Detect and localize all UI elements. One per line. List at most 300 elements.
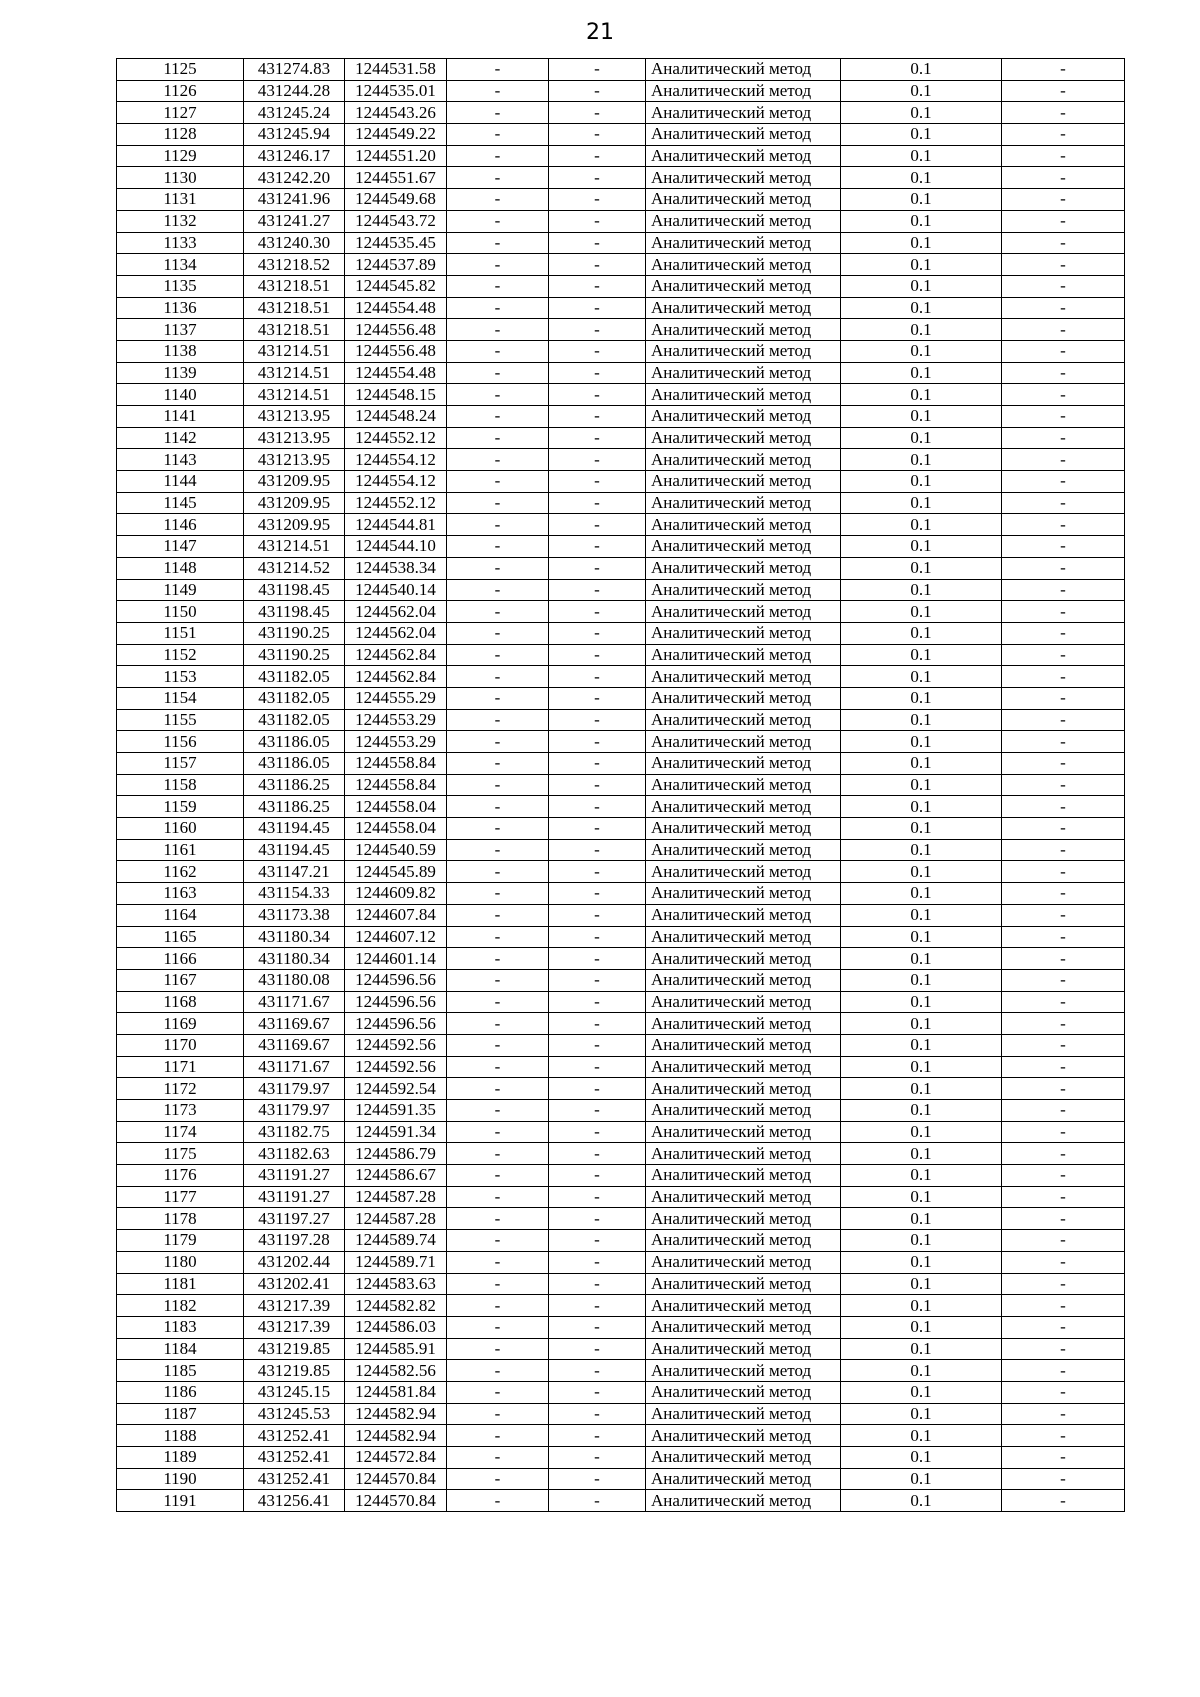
dash-cell: - <box>1002 362 1125 384</box>
dash-cell: - <box>1002 1251 1125 1273</box>
point-number-cell: 1129 <box>117 145 244 167</box>
point-number-cell: 1148 <box>117 557 244 579</box>
dash-cell: - <box>447 1338 549 1360</box>
x-coordinate-cell: 431194.45 <box>244 839 345 861</box>
table-row <box>117 1143 1125 1165</box>
point-number-cell: 1159 <box>117 796 244 818</box>
dash-cell: - <box>1002 709 1125 731</box>
x-coordinate-cell: 431256.41 <box>244 1490 345 1512</box>
point-number-cell: 1164 <box>117 904 244 926</box>
dash-cell: - <box>1002 601 1125 623</box>
point-number-cell: 1125 <box>117 59 244 81</box>
table-row <box>117 1230 1125 1252</box>
dash-cell: - <box>447 1295 549 1317</box>
point-number-cell: 1179 <box>117 1230 244 1252</box>
dash-cell: - <box>1002 1165 1125 1187</box>
accuracy-cell: 0.1 <box>841 1338 1002 1360</box>
dash-cell: - <box>447 427 549 449</box>
method-cell: Аналитический метод <box>646 492 841 514</box>
accuracy-cell: 0.1 <box>841 297 1002 319</box>
dash-cell: - <box>549 753 646 775</box>
x-coordinate-cell: 431180.08 <box>244 969 345 991</box>
dash-cell: - <box>549 1186 646 1208</box>
method-cell: Аналитический метод <box>646 948 841 970</box>
accuracy-cell: 0.1 <box>841 1121 1002 1143</box>
dash-cell: - <box>447 189 549 211</box>
dash-cell: - <box>447 384 549 406</box>
method-cell: Аналитический метод <box>646 1468 841 1490</box>
point-number-cell: 1188 <box>117 1425 244 1447</box>
method-cell: Аналитический метод <box>646 275 841 297</box>
accuracy-cell: 0.1 <box>841 1490 1002 1512</box>
dash-cell: - <box>1002 926 1125 948</box>
point-number-cell: 1126 <box>117 80 244 102</box>
y-coordinate-cell: 1244581.84 <box>345 1381 447 1403</box>
dash-cell: - <box>549 1273 646 1295</box>
x-coordinate-cell: 431197.28 <box>244 1230 345 1252</box>
table-row <box>117 1447 1125 1469</box>
y-coordinate-cell: 1244551.67 <box>345 167 447 189</box>
dash-cell: - <box>549 384 646 406</box>
method-cell: Аналитический метод <box>646 124 841 146</box>
accuracy-cell: 0.1 <box>841 319 1002 341</box>
method-cell: Аналитический метод <box>646 189 841 211</box>
accuracy-cell: 0.1 <box>841 471 1002 493</box>
accuracy-cell: 0.1 <box>841 1230 1002 1252</box>
point-number-cell: 1149 <box>117 579 244 601</box>
y-coordinate-cell: 1244558.84 <box>345 774 447 796</box>
y-coordinate-cell: 1244551.20 <box>345 145 447 167</box>
dash-cell: - <box>447 145 549 167</box>
dash-cell: - <box>1002 492 1125 514</box>
x-coordinate-cell: 431171.67 <box>244 991 345 1013</box>
dash-cell: - <box>447 1490 549 1512</box>
dash-cell: - <box>549 145 646 167</box>
dash-cell: - <box>1002 904 1125 926</box>
table-row <box>117 1013 1125 1035</box>
x-coordinate-cell: 431252.41 <box>244 1425 345 1447</box>
dash-cell: - <box>549 644 646 666</box>
dash-cell: - <box>549 362 646 384</box>
accuracy-cell: 0.1 <box>841 102 1002 124</box>
table-row <box>117 80 1125 102</box>
point-number-cell: 1147 <box>117 536 244 558</box>
x-coordinate-cell: 431246.17 <box>244 145 345 167</box>
point-number-cell: 1154 <box>117 687 244 709</box>
y-coordinate-cell: 1244582.94 <box>345 1425 447 1447</box>
accuracy-cell: 0.1 <box>841 1143 1002 1165</box>
y-coordinate-cell: 1244607.12 <box>345 926 447 948</box>
dash-cell: - <box>549 926 646 948</box>
y-coordinate-cell: 1244554.48 <box>345 362 447 384</box>
point-number-cell: 1143 <box>117 449 244 471</box>
dash-cell: - <box>447 1143 549 1165</box>
dash-cell: - <box>1002 774 1125 796</box>
x-coordinate-cell: 431202.41 <box>244 1273 345 1295</box>
table-row <box>117 1034 1125 1056</box>
dash-cell: - <box>1002 557 1125 579</box>
table-row <box>117 1078 1125 1100</box>
point-number-cell: 1170 <box>117 1034 244 1056</box>
x-coordinate-cell: 431209.95 <box>244 471 345 493</box>
dash-cell: - <box>549 254 646 276</box>
table-row <box>117 1403 1125 1425</box>
method-cell: Аналитический метод <box>646 384 841 406</box>
table-row <box>117 1316 1125 1338</box>
point-number-cell: 1142 <box>117 427 244 449</box>
x-coordinate-cell: 431213.95 <box>244 449 345 471</box>
x-coordinate-cell: 431186.25 <box>244 774 345 796</box>
method-cell: Аналитический метод <box>646 254 841 276</box>
point-number-cell: 1153 <box>117 666 244 688</box>
point-number-cell: 1150 <box>117 601 244 623</box>
dash-cell: - <box>549 189 646 211</box>
table-row <box>117 124 1125 146</box>
dash-cell: - <box>1002 1100 1125 1122</box>
dash-cell: - <box>1002 189 1125 211</box>
dash-cell: - <box>1002 1273 1125 1295</box>
accuracy-cell: 0.1 <box>841 687 1002 709</box>
x-coordinate-cell: 431245.15 <box>244 1381 345 1403</box>
dash-cell: - <box>447 1447 549 1469</box>
dash-cell: - <box>1002 1056 1125 1078</box>
x-coordinate-cell: 431209.95 <box>244 514 345 536</box>
dash-cell: - <box>549 1121 646 1143</box>
point-number-cell: 1160 <box>117 818 244 840</box>
accuracy-cell: 0.1 <box>841 189 1002 211</box>
y-coordinate-cell: 1244555.29 <box>345 687 447 709</box>
point-number-cell: 1168 <box>117 991 244 1013</box>
dash-cell: - <box>549 59 646 81</box>
method-cell: Аналитический метод <box>646 340 841 362</box>
accuracy-cell: 0.1 <box>841 579 1002 601</box>
dash-cell: - <box>549 210 646 232</box>
dash-cell: - <box>447 492 549 514</box>
dash-cell: - <box>447 124 549 146</box>
x-coordinate-cell: 431190.25 <box>244 644 345 666</box>
dash-cell: - <box>549 774 646 796</box>
dash-cell: - <box>549 1165 646 1187</box>
point-number-cell: 1175 <box>117 1143 244 1165</box>
x-coordinate-cell: 431241.27 <box>244 210 345 232</box>
y-coordinate-cell: 1244562.04 <box>345 622 447 644</box>
y-coordinate-cell: 1244545.89 <box>345 861 447 883</box>
dash-cell: - <box>1002 1186 1125 1208</box>
y-coordinate-cell: 1244544.10 <box>345 536 447 558</box>
dash-cell: - <box>549 102 646 124</box>
dash-cell: - <box>447 59 549 81</box>
x-coordinate-cell: 431214.51 <box>244 384 345 406</box>
y-coordinate-cell: 1244586.03 <box>345 1316 447 1338</box>
dash-cell: - <box>549 80 646 102</box>
dash-cell: - <box>447 709 549 731</box>
accuracy-cell: 0.1 <box>841 622 1002 644</box>
x-coordinate-cell: 431182.05 <box>244 709 345 731</box>
accuracy-cell: 0.1 <box>841 406 1002 428</box>
method-cell: Аналитический метод <box>646 622 841 644</box>
accuracy-cell: 0.1 <box>841 1186 1002 1208</box>
method-cell: Аналитический метод <box>646 1013 841 1035</box>
point-number-cell: 1134 <box>117 254 244 276</box>
dash-cell: - <box>447 1165 549 1187</box>
y-coordinate-cell: 1244531.58 <box>345 59 447 81</box>
point-number-cell: 1139 <box>117 362 244 384</box>
dash-cell: - <box>549 839 646 861</box>
x-coordinate-cell: 431209.95 <box>244 492 345 514</box>
accuracy-cell: 0.1 <box>841 926 1002 948</box>
y-coordinate-cell: 1244562.84 <box>345 666 447 688</box>
x-coordinate-cell: 431169.67 <box>244 1034 345 1056</box>
table-row <box>117 666 1125 688</box>
dash-cell: - <box>1002 1121 1125 1143</box>
accuracy-cell: 0.1 <box>841 1360 1002 1382</box>
point-number-cell: 1133 <box>117 232 244 254</box>
x-coordinate-cell: 431214.51 <box>244 340 345 362</box>
dash-cell: - <box>1002 254 1125 276</box>
accuracy-cell: 0.1 <box>841 969 1002 991</box>
dash-cell: - <box>549 1208 646 1230</box>
dash-cell: - <box>549 991 646 1013</box>
dash-cell: - <box>447 1273 549 1295</box>
dash-cell: - <box>1002 731 1125 753</box>
table-row <box>117 319 1125 341</box>
x-coordinate-cell: 431244.28 <box>244 80 345 102</box>
accuracy-cell: 0.1 <box>841 796 1002 818</box>
y-coordinate-cell: 1244540.14 <box>345 579 447 601</box>
accuracy-cell: 0.1 <box>841 254 1002 276</box>
point-number-cell: 1169 <box>117 1013 244 1035</box>
dash-cell: - <box>1002 471 1125 493</box>
point-number-cell: 1135 <box>117 275 244 297</box>
accuracy-cell: 0.1 <box>841 536 1002 558</box>
method-cell: Аналитический метод <box>646 514 841 536</box>
point-number-cell: 1136 <box>117 297 244 319</box>
x-coordinate-cell: 431213.95 <box>244 406 345 428</box>
dash-cell: - <box>447 340 549 362</box>
y-coordinate-cell: 1244586.67 <box>345 1165 447 1187</box>
y-coordinate-cell: 1244556.48 <box>345 340 447 362</box>
dash-cell: - <box>447 449 549 471</box>
y-coordinate-cell: 1244582.56 <box>345 1360 447 1382</box>
x-coordinate-cell: 431213.95 <box>244 427 345 449</box>
y-coordinate-cell: 1244596.56 <box>345 1013 447 1035</box>
table-row <box>117 557 1125 579</box>
accuracy-cell: 0.1 <box>841 1295 1002 1317</box>
dash-cell: - <box>549 1251 646 1273</box>
x-coordinate-cell: 431191.27 <box>244 1186 345 1208</box>
accuracy-cell: 0.1 <box>841 991 1002 1013</box>
table-row <box>117 427 1125 449</box>
accuracy-cell: 0.1 <box>841 709 1002 731</box>
point-number-cell: 1190 <box>117 1468 244 1490</box>
table-row <box>117 731 1125 753</box>
dash-cell: - <box>1002 1034 1125 1056</box>
method-cell: Аналитический метод <box>646 362 841 384</box>
x-coordinate-cell: 431180.34 <box>244 926 345 948</box>
point-number-cell: 1181 <box>117 1273 244 1295</box>
dash-cell: - <box>447 1425 549 1447</box>
dash-cell: - <box>549 1468 646 1490</box>
dash-cell: - <box>447 536 549 558</box>
dash-cell: - <box>447 1100 549 1122</box>
dash-cell: - <box>447 926 549 948</box>
dash-cell: - <box>549 601 646 623</box>
accuracy-cell: 0.1 <box>841 1425 1002 1447</box>
dash-cell: - <box>1002 1447 1125 1469</box>
table-body <box>117 59 1125 1512</box>
method-cell: Аналитический метод <box>646 80 841 102</box>
table-row <box>117 1251 1125 1273</box>
point-number-cell: 1156 <box>117 731 244 753</box>
x-coordinate-cell: 431252.41 <box>244 1447 345 1469</box>
point-number-cell: 1187 <box>117 1403 244 1425</box>
point-number-cell: 1182 <box>117 1295 244 1317</box>
method-cell: Аналитический метод <box>646 1295 841 1317</box>
dash-cell: - <box>447 1034 549 1056</box>
dash-cell: - <box>1002 1316 1125 1338</box>
table-row <box>117 362 1125 384</box>
dash-cell: - <box>447 1230 549 1252</box>
dash-cell: - <box>1002 839 1125 861</box>
dash-cell: - <box>447 731 549 753</box>
point-number-cell: 1157 <box>117 753 244 775</box>
accuracy-cell: 0.1 <box>841 514 1002 536</box>
dash-cell: - <box>1002 666 1125 688</box>
dash-cell: - <box>447 948 549 970</box>
dash-cell: - <box>1002 275 1125 297</box>
y-coordinate-cell: 1244558.84 <box>345 753 447 775</box>
method-cell: Аналитический метод <box>646 167 841 189</box>
coordinates-table-container <box>116 58 1124 1512</box>
point-number-cell: 1138 <box>117 340 244 362</box>
dash-cell: - <box>549 427 646 449</box>
point-number-cell: 1177 <box>117 1186 244 1208</box>
dash-cell: - <box>447 839 549 861</box>
dash-cell: - <box>549 861 646 883</box>
y-coordinate-cell: 1244586.79 <box>345 1143 447 1165</box>
y-coordinate-cell: 1244583.63 <box>345 1273 447 1295</box>
y-coordinate-cell: 1244535.01 <box>345 80 447 102</box>
point-number-cell: 1166 <box>117 948 244 970</box>
table-row <box>117 514 1125 536</box>
method-cell: Аналитический метод <box>646 666 841 688</box>
x-coordinate-cell: 431245.94 <box>244 124 345 146</box>
dash-cell: - <box>549 557 646 579</box>
point-number-cell: 1186 <box>117 1381 244 1403</box>
dash-cell: - <box>1002 622 1125 644</box>
point-number-cell: 1163 <box>117 883 244 905</box>
table-row <box>117 904 1125 926</box>
dash-cell: - <box>1002 427 1125 449</box>
y-coordinate-cell: 1244591.35 <box>345 1100 447 1122</box>
point-number-cell: 1141 <box>117 406 244 428</box>
method-cell: Аналитический метод <box>646 687 841 709</box>
x-coordinate-cell: 431179.97 <box>244 1078 345 1100</box>
y-coordinate-cell: 1244538.34 <box>345 557 447 579</box>
y-coordinate-cell: 1244591.34 <box>345 1121 447 1143</box>
x-coordinate-cell: 431179.97 <box>244 1100 345 1122</box>
dash-cell: - <box>549 818 646 840</box>
point-number-cell: 1185 <box>117 1360 244 1382</box>
method-cell: Аналитический метод <box>646 1165 841 1187</box>
dash-cell: - <box>549 471 646 493</box>
dash-cell: - <box>447 102 549 124</box>
accuracy-cell: 0.1 <box>841 232 1002 254</box>
accuracy-cell: 0.1 <box>841 1316 1002 1338</box>
method-cell: Аналитический метод <box>646 861 841 883</box>
table-row <box>117 622 1125 644</box>
x-coordinate-cell: 431154.33 <box>244 883 345 905</box>
table-row <box>117 254 1125 276</box>
table-row <box>117 1381 1125 1403</box>
table-row <box>117 1273 1125 1295</box>
dash-cell: - <box>1002 579 1125 601</box>
table-row <box>117 536 1125 558</box>
dash-cell: - <box>1002 1208 1125 1230</box>
table-row <box>117 1468 1125 1490</box>
dash-cell: - <box>447 753 549 775</box>
method-cell: Аналитический метод <box>646 557 841 579</box>
point-number-cell: 1174 <box>117 1121 244 1143</box>
dash-cell: - <box>1002 796 1125 818</box>
dash-cell: - <box>447 644 549 666</box>
dash-cell: - <box>1002 969 1125 991</box>
table-row <box>117 883 1125 905</box>
x-coordinate-cell: 431245.53 <box>244 1403 345 1425</box>
page-number: 21 <box>586 20 614 45</box>
dash-cell: - <box>549 167 646 189</box>
point-number-cell: 1152 <box>117 644 244 666</box>
method-cell: Аналитический метод <box>646 1490 841 1512</box>
method-cell: Аналитический метод <box>646 232 841 254</box>
table-row <box>117 1360 1125 1382</box>
accuracy-cell: 0.1 <box>841 1468 1002 1490</box>
method-cell: Аналитический метод <box>646 904 841 926</box>
dash-cell: - <box>549 1403 646 1425</box>
method-cell: Аналитический метод <box>646 1230 841 1252</box>
dash-cell: - <box>549 1360 646 1382</box>
point-number-cell: 1165 <box>117 926 244 948</box>
accuracy-cell: 0.1 <box>841 124 1002 146</box>
x-coordinate-cell: 431173.38 <box>244 904 345 926</box>
y-coordinate-cell: 1244592.54 <box>345 1078 447 1100</box>
x-coordinate-cell: 431169.67 <box>244 1013 345 1035</box>
method-cell: Аналитический метод <box>646 102 841 124</box>
table-row <box>117 232 1125 254</box>
dash-cell: - <box>549 449 646 471</box>
table-row <box>117 1056 1125 1078</box>
table-row <box>117 145 1125 167</box>
table-row <box>117 796 1125 818</box>
dash-cell: - <box>447 1208 549 1230</box>
dash-cell: - <box>447 861 549 883</box>
point-number-cell: 1140 <box>117 384 244 406</box>
accuracy-cell: 0.1 <box>841 210 1002 232</box>
dash-cell: - <box>1002 948 1125 970</box>
dash-cell: - <box>1002 1468 1125 1490</box>
point-number-cell: 1189 <box>117 1447 244 1469</box>
point-number-cell: 1158 <box>117 774 244 796</box>
table-row <box>117 59 1125 81</box>
dash-cell: - <box>1002 1338 1125 1360</box>
method-cell: Аналитический метод <box>646 731 841 753</box>
dash-cell: - <box>549 1078 646 1100</box>
point-number-cell: 1167 <box>117 969 244 991</box>
table-row <box>117 601 1125 623</box>
dash-cell: - <box>447 1186 549 1208</box>
table-row <box>117 492 1125 514</box>
dash-cell: - <box>549 406 646 428</box>
